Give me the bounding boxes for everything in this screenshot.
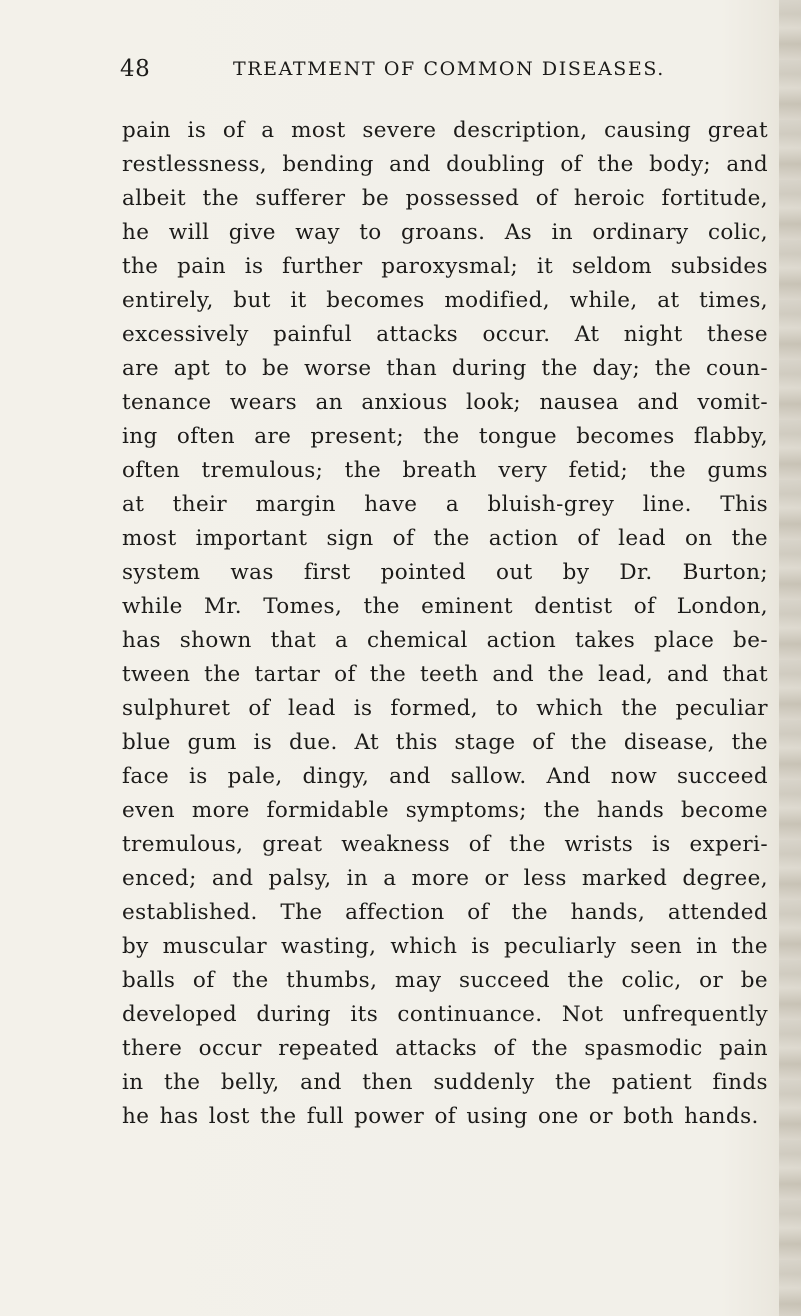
body-paragraph <box>122 114 768 1134</box>
text-line: by muscular wasting, which is peculiarly seen in the <box>122 934 768 959</box>
text-line: developed during its continuance. Not unfrequently <box>122 1002 768 1027</box>
page-edge-shadow <box>779 0 801 1316</box>
text-line: are apt to be worse than during the day; the coun- <box>122 356 768 381</box>
text-line: sulphuret of lead is formed, to which the peculiar <box>122 696 768 721</box>
text-line: pain is of a most severe description, causing great <box>122 118 768 143</box>
text-line: enced; and palsy, in a more or less marked degree, <box>122 866 768 891</box>
text-line: even more formidable symptoms; the hands become <box>122 798 768 823</box>
text-line: in the belly, and then suddenly the patient finds <box>122 1070 768 1095</box>
text-line: system was first pointed out by Dr. Burton; <box>122 560 768 585</box>
text-line: excessively painful attacks occur. At night these <box>122 322 768 347</box>
text-line: entirely, but it becomes modified, while, at times, <box>122 288 768 313</box>
text-line: often tremulous; the breath very fetid; the gums <box>122 458 768 483</box>
text-line: there occur repeated attacks of the spasmodic pain <box>122 1036 768 1061</box>
text-line: established. The affection of the hands, attended <box>122 900 768 925</box>
text-line: at their margin have a bluish-grey line. This <box>122 492 768 517</box>
text-line: tenance wears an anxious look; nausea and vomit- <box>122 390 768 415</box>
text-line: while Mr. Tomes, the eminent dentist of London, <box>122 594 768 619</box>
text-line: albeit the sufferer be possessed of heroic fortitude, <box>122 186 768 211</box>
text-line: balls of the thumbs, may succeed the colic, or be <box>122 968 768 993</box>
text-line: has shown that a chemical action takes place be- <box>122 628 768 653</box>
text-line: tween the tartar of the teeth and the lead, and that <box>122 662 768 687</box>
text-line: he will give way to groans. As in ordinary colic, <box>122 220 768 245</box>
page-header <box>120 56 760 90</box>
page-number: 48 <box>120 56 151 82</box>
text-line: face is pale, dingy, and sallow. And now succeed <box>122 764 768 789</box>
text-line: restlessness, bending and doubling of the body; and <box>122 152 768 177</box>
running-title: TREATMENT OF COMMON DISEASES. <box>233 58 665 80</box>
text-line: ing often are present; the tongue becomes flabby, <box>122 424 768 449</box>
text-line: tremulous, great weakness of the wrists is experi- <box>122 832 768 857</box>
text-line: blue gum is due. At this stage of the disease, the <box>122 730 768 755</box>
text-line: the pain is further paroxysmal; it seldom subsides <box>122 254 768 279</box>
text-line: he has lost the full power of using one or both hands. <box>122 1104 759 1129</box>
text-line: most important sign of the action of lead on the <box>122 526 768 551</box>
